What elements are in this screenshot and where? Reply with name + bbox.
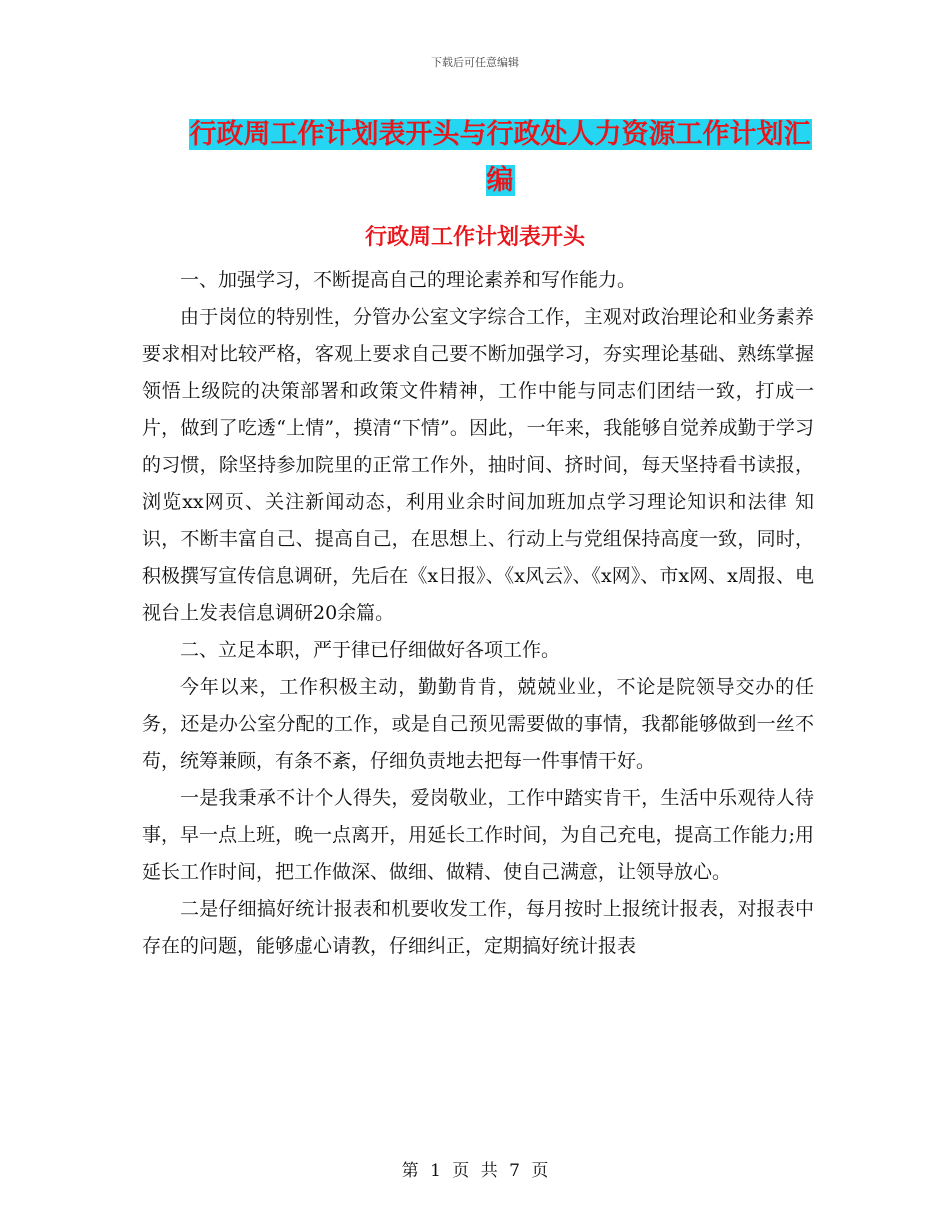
document-title-line-2: 编: [486, 165, 514, 196]
paragraph: 由于岗位的特别性，分管办公室文字综合工作，主观对政治理论和业务素养要求相对比较严格，客观上要求自己要不断加强学习，夯实理论基础、熟练掌握领悟上级院的决策部署和政策文件精神，工作中能与同志们团结一致，打成一片，做到了吃透“上情”，摸清“下情”。因此，一年来，我能够自觉养成勤于学习的习惯，除坚持参加院里的正常工作外，抽时间、挤时间，每天坚持看书读报，浏览xx网页、关注新闻动态，利用业余时间加班加点学习理论知识和法律 知识，不断丰富自己、提高自己，在思想上、行动上与党组保持高度一致，同时，积极撰写宣传信息调研，先后在《x日报》、《x风云》、《x网》、市x网、x周报、电视台上发表信息调研20余篇。: [142, 306, 814, 624]
document-title: [150, 112, 850, 204]
paragraph: 二、立足本职，严于律已仔细做好各项工作。: [180, 639, 561, 661]
header-note: 下载后可任意编辑: [431, 56, 519, 69]
paragraph: 一是我秉承不计个人得失，爱岗敬业，工作中踏实肯干，生活中乐观待人待事，早一点上班，晚一点离开，用延长工作时间，为自己充电，提高工作能力;用延长工作时间，把工作做深、做细、做精、使自己满意，让领导放心。: [142, 787, 814, 883]
paragraph: 二是仔细搞好统计报表和机要收发工作，每月按时上报统计报表，对报表中存在的问题，能够虚心请教，仔细纠正，定期搞好统计报表: [142, 898, 814, 957]
paragraph: 一、加强学习，不断提高自己的理论素养和写作能力。: [180, 269, 637, 291]
document-body: [142, 262, 814, 965]
section-title: 行政周工作计划表开头: [364, 224, 585, 250]
paragraph: 今年以来，工作积极主动，勤勤肯肯，兢兢业业，不论是院领导交办的任务，还是办公室分配的工作，或是自己预见需要做的事情，我都能够做到一丝不苟，统筹兼顾，有条不紊，仔细负责地去把每一件事情干好。: [142, 676, 814, 772]
document-title-line-1: 行政周工作计划表开头与行政处人力资源工作计划汇: [189, 119, 811, 150]
page-number-footer: 第 1 页 共 7 页: [401, 1161, 549, 1181]
